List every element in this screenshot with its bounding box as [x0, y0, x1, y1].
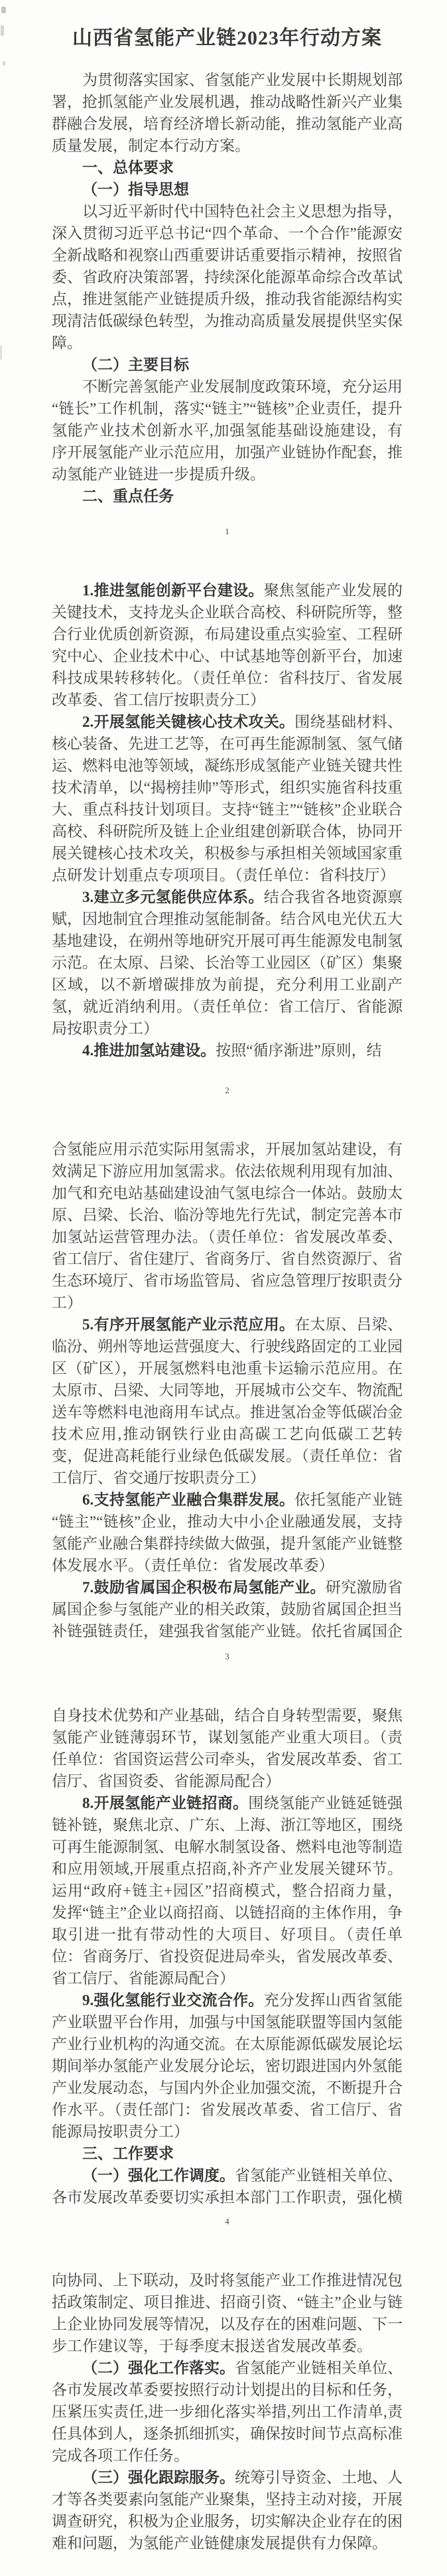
paragraph: 为贯彻落实国家、省氢能产业发展中长期规划部署，抢抓氢能产业发展机遇，推动战略性新兴产业集群融合发展，培育经济增长新动能，推动氢能产业高质量发展，制定本行动方案。 [52, 72, 403, 154]
paragraph: 8.开展氢能产业链招商。围绕氢能产业链延链强链补链，聚焦北京、广东、上海、浙江等地区，围绕可再生能源制氢、电解水制氢设备、燃料电池等制造和应用领域,开展重点招商,补齐产业发展关键环节。运用“政府+链主+园区”招商模式，整合招商力量，发挥“链主”企业以商招商、以链招商的主体作用，争取引进一批有带动性的大项目、好项目。（责任单位：省商务厅、省投资促进局牵头，省发展改革委、省工信厅、省能源局配合） [52, 1795, 403, 1987]
paragraph-lead: 9.强化氢能行业交流合作。 [82, 1992, 264, 2008]
scan-artifact [0, 345, 2, 360]
paragraph: 向协同、上下联动，及时将氢能产业工作推进情况包括政策制定、项目推进、招商引资、“链主”企业与链上企业协同发展等情况，以及存在的困难问题、下一步工作建议等，于每季度末报送省发展改革委。 [52, 2272, 403, 2354]
paragraph: 以习近平新时代中国特色社会主义思想为指导，深入贯彻习近平总书记“四个革命、一个合作”能源安全新战略和视察山西重要讲话重要指示精神，按照省委、省政府决策部署，持续深化能源革命综合改革试点，推进氢能产业链提质升级，推动我省能源结构实现清洁低碳绿色转型，为推动高质量发展提供坚实保障。 [52, 203, 403, 351]
paragraph: 9.强化氢能行业交流合作。充分发挥山西省氢能产业联盟平台作用，加强与中国氢能联盟等国内氢能产业行业机构的沟通交流。在太原能源低碳发展论坛期间举办氢能产业发展分论坛，密切跟进国内外氢能产业发展动态，与国内外企业加强交流，不断提升合作水平。（责任部门：省发展改革委、省工信厅、省能源局按职责分工） [52, 1992, 403, 2140]
paragraph: 不断完善氢能产业发展制度政策环境，充分运用“链长”工作机制，落实“链主”“链核”企业责任，提升氢能产业技术创新水平,加强氢能基础设施建设，有序开展氢能产业示范应用，加强产业链协作配套，推动氢能产业链进一步提质升级。 [52, 378, 403, 483]
paragraph-lead: 7.鼓励省属国企积极布局氢能产业。 [82, 1579, 326, 1596]
paragraph: （三）强化跟踪服务。统筹引导资金、土地、人才等各类要素向氢能产业聚集，坚持主动对接，开展调查研究，积极为企业服务，切实解决企业存在的困难和问题，为氢能产业链健康发展提供有力保障。 [52, 2469, 403, 2551]
scan-artifact [1, 25, 4, 36]
paragraph: （一）强化工作调度。省氢能产业链相关单位、各市发展改革委要切实承担本部门工作职责，强化横 [52, 2167, 403, 2206]
page-2 [0, 561, 447, 1120]
paragraph: 6.支持氢能产业融合集群发展。依托氢能产业链“链主”“链核”企业，推动大中小企业融通发展，支持氢能产业融合集群持续做大做强，提升氢能产业链整体发展水平。（责任单位：省发展改革委） [52, 1491, 403, 1574]
page-content [52, 16, 403, 507]
sub-heading: （二）主要目标 [82, 356, 189, 373]
page-number: 4 [225, 2216, 229, 2226]
paragraph: （二）强化工作落实。省氢能产业链相关单位、各市发展改革委要按照行动计划提出的目标和任务，压紧压实责任,进一步细化落实举措,列出工作清单,责任具体到人，逐条抓细抓实，确保按时间节点高标准完成各项工作任务。 [52, 2360, 403, 2464]
paragraph-lead: 5.有序开展氢能产业示范应用。 [82, 1316, 295, 1333]
paragraph-lead: 8.开展氢能产业链招商。 [82, 1795, 249, 1811]
paragraph: 3.建立多元氢能供应体系。结合我省各地资源禀赋，因地制宜合理推动氢能制备。结合风电光伏五大基地建设，在朔州等地研究开展可再生能源发电制氢示范。在太原、吕梁、长治等工业园区（矿区）集聚区域，以不新增碳排放为前提，充分利用工业副产氢，就近消纳利用。（责任单位：省工信厅、省能源局按职责分工） [52, 889, 403, 1037]
section-heading: 三、工作要求 [82, 2145, 174, 2162]
section-heading: 一、总体要求 [82, 159, 174, 176]
page-number: 2 [225, 1085, 229, 1095]
paragraph-lead: 6.支持氢能产业融合集群发展。 [82, 1491, 295, 1508]
page-3 [0, 1120, 447, 1686]
scan-artifact [3, 61, 5, 66]
page-content [52, 1138, 403, 1642]
document-title: 山西省氢能产业链2023年行动方案 [72, 27, 382, 49]
paragraph-lead: （三）强化跟踪服务。 [82, 2469, 235, 2486]
page-1 [0, 0, 447, 561]
page-5 [0, 2251, 447, 2576]
paragraph: 4.推进加氢站建设。按照“循序渐进”原则，结 [82, 1042, 382, 1059]
paragraph-lead: 2.开展氢能关键核心技术攻关。 [82, 714, 295, 730]
page-content [52, 579, 403, 1061]
scan-artifact [1, 7, 6, 13]
sub-heading: （一）指导思想 [82, 181, 189, 198]
paragraph: 1.推进氢能创新平台建设。聚焦氢能产业发展的关键技术，支持龙头企业联合高校、科研院所等，整合行业优质创新资源，布局建设重点实验室、工程研究中心、企业技术中心、中试基地等创新平台，加速科技成果转移转化。（责任单位：省科技厅、省发展改革委、省工信厅按职责分工） [52, 582, 403, 708]
paragraph-lead: （一）强化工作调度。 [82, 2167, 235, 2184]
page-content [52, 1705, 403, 2208]
paragraph: 自身技术优势和产业基础，结合自身转型需要，聚焦氢能产业链薄弱环节，谋划氢能产业重大项目。（责任单位：省国资运营公司牵头，省发展改革委、省工信厅、省国资委、省能源局配合） [52, 1707, 403, 1789]
paragraph: 合氢能应用示范实际用氢需求，开展加氢站建设，有效满足下游应用加氢需求。依法依规利用现有加油、加气和充电站基础建设油气氢电综合一体站。鼓励太原、吕梁、长治、临汾等地先行先试，制定完善本市加氢站运营管理办法。（责任单位：省发展改革委、省工信厅、省住建厅、省商务厅、省自然资源厅、省生态环境厅、省市场监管局、省应急管理厅按职责分工） [52, 1141, 403, 1311]
section-heading: 二、重点任务 [82, 487, 174, 504]
paragraph-lead: 3.建立多元氢能供应体系。 [82, 889, 264, 905]
paragraph-lead: （二）强化工作落实。 [82, 2360, 235, 2376]
page-4 [0, 1686, 447, 2251]
paragraph: 2.开展氢能关键核心技术攻关。围绕基础材料、核心装备、先进工艺等，在可再生能源制氢、氢气储运、燃料电池等领域，凝练形成氢能产业链关键共性技术清单，以“揭榜挂帅”等形式，组织实施省科技重大、重点科技计划项目。支持“链主”“链核”企业联合高校、科研院所及链上企业组建创新联合体，协同开展关键核心技术攻关，积极参与承担相关领域国家重点研发计划重点专项项目。（责任单位：省科技厅） [52, 714, 403, 883]
page-number: 1 [225, 526, 229, 536]
page-number: 3 [225, 1651, 229, 1661]
paragraph-lead: 4.推进加氢站建设。 [82, 1042, 216, 1059]
paragraph: 5.有序开展氢能产业示范应用。在太原、吕梁、临汾、朔州等地运营强度大、行驶线路固定的工业园区（矿区），开展氢燃料电池重卡运输示范应用。在太原市、吕梁、大同等地，开展城市公交车、物流配送车等燃料电池商用车试点。推进氢冶金等低碳冶金技术应用,推动钢铁行业由高碳工艺向低碳工艺转变，促进高耗能行业绿色低碳发展。（责任单位：省工信厅、省交通厅按职责分工） [52, 1316, 403, 1486]
page-content [52, 2269, 403, 2554]
paragraph-lead: 1.推进氢能创新平台建设。 [82, 582, 264, 599]
paragraph: 7.鼓励省属国企积极布局氢能产业。研究激励省属国企参与氢能产业的相关政策，鼓励省属国企担当补链强链责任，建强我省氢能产业链。依托省属国企 [52, 1579, 403, 1639]
